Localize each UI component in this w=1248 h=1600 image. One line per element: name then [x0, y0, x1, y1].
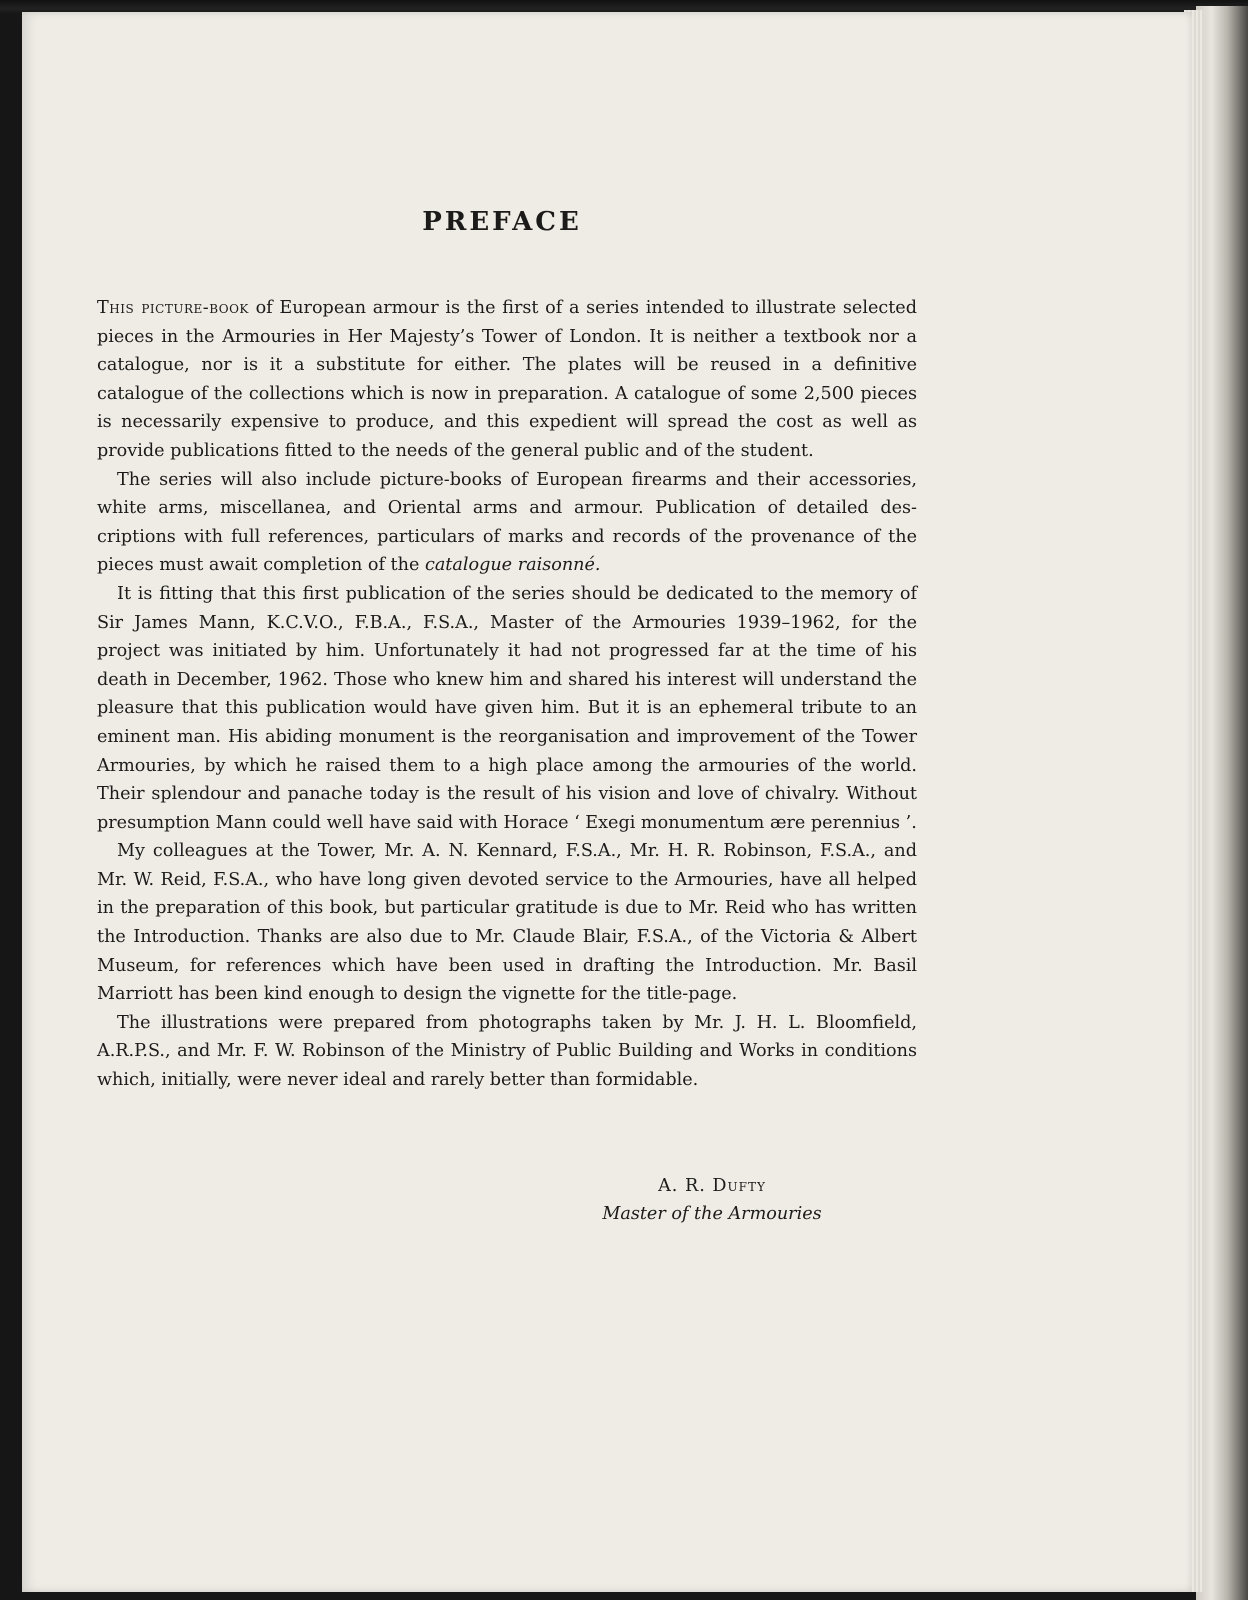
paragraph-4: My colleagues at the Tower, Mr. A. N. Kennard, F.S.A., Mr. H. R. Robinson, F.S.A., and Mr. W. Reid, F.S.A., who have long given devoted service to the Armouries, have all helped in the preparation of this book, but particular gratitude is due to Mr. Reid who has written the Introduction. Thanks are also due to Mr. Claude Blair, F.S.A., of the Victoria & Albert Museum, for references which have been used in drafting the Introduction. Mr. Basil Marriott has been kind enough to design the vignette for the title-page. — [97, 841, 917, 1005]
paragraph-1-text: of European armour is the first of a series intended to illustrate selected pieces in the Armouries in Her Majesty’s Tower of London. It is neither a textbook nor a catalogue, nor is it a substitute for either. The plates will be reused in a definitive catalogue of the collections which is now in preparation. A catalogue of some 2,500 pieces is necessarily expensive to produce, and this expedient will spread the cost as well as provide publications fitted to the needs of the general public and of the student. — [97, 298, 917, 461]
signature-role: Master of the Armouries — [602, 1204, 822, 1224]
page-content — [22, 12, 1192, 1592]
paragraph-3: It is fitting that this first publication of the series should be dedicated to the memory of Sir James Mann, K.C.V.O., F.B.A., F.S.A., Master of the Armouries 1939–1962, for the project was initiated by him. Unfortunately it had not progressed far at the time of his death in December, 1962. Those who knew him and shared his interest will understand the pleasure that this publication would have given him. But it is an ephemeral tribute to an eminent man. His abiding monument is the reorganisation and improvement of the Tower Armouries, by which he raised them to a high place among the armouries of the world. Their splendour and panache today is the result of his vision and love of chivalry. Without presumption Mann could well have said with Horace ‘ Exegi monumentum ære perennius ’. — [97, 583, 917, 833]
paragraph-2-text: The series will also include picture-books of European firearms and their accessories, white arms, miscellanea, and Oriental arms and armour. Publication of detailed descriptions with full references, particulars of marks and records of the provenance of the pieces must await completion of the — [97, 469, 917, 576]
book-page — [22, 12, 1192, 1592]
paragraph-1-lead: This picture-book — [97, 298, 249, 318]
signature-name: A. R. Dufty — [658, 1176, 766, 1196]
paragraph-5: The illustrations were prepared from photographs taken by Mr. J. H. L. Bloomfield, A.R.P.S., and Mr. F. W. Robinson of the Ministry of Public Building and Works in conditions which, initially, were never ideal and rarely better than formidable. — [97, 1012, 917, 1091]
preface-body — [97, 294, 917, 1095]
paragraph-2 — [97, 466, 917, 580]
paragraph-2-italic: catalogue raisonné. — [424, 555, 601, 576]
paragraph-1 — [97, 294, 917, 466]
signature-block — [582, 1172, 842, 1228]
page-title: PREFACE — [422, 207, 582, 237]
